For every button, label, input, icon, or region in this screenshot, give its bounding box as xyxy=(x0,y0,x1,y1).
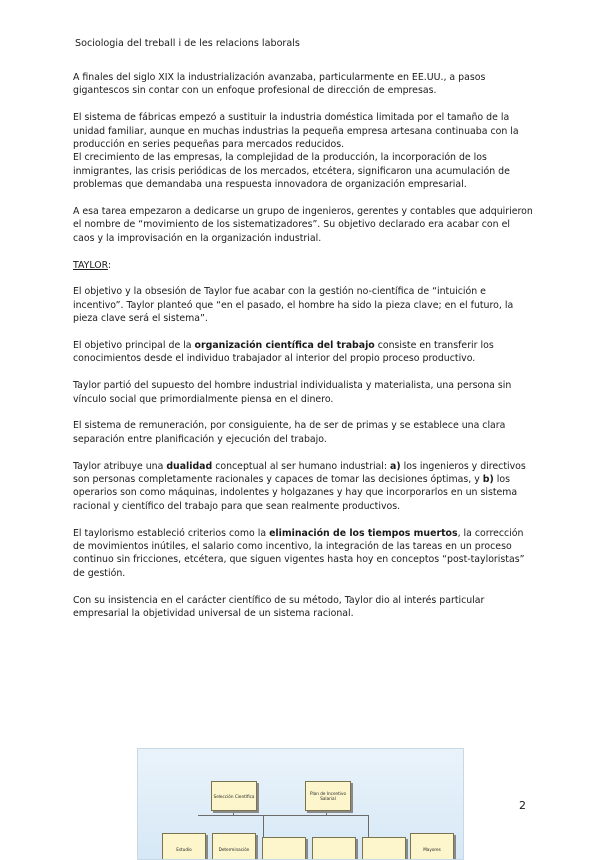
diagram-box-label: Mayores xyxy=(423,846,441,852)
paragraph-crecimiento-empresas: El crecimiento de las empresas, la complejidad de la producción, la incorporación de los inmigrantes, las crisis periódicas de los mercados, etcétera, significaron una acumulación de problemas que demandaba una respuesta innovadora de organización empresarial. xyxy=(73,152,510,191)
paragraph-objetivo-taylor: El objetivo y la obsesión de Taylor fue acabar con la gestión no-científica de “intuición e incentivo”. Taylor planteó que “en el pasado, el hombre ha sido la pieza clave; en el futuro, la pieza clave será el sistema”. xyxy=(73,286,514,325)
text-segment: Taylor atribuye una xyxy=(73,460,167,472)
text-segment: conceptual al ser humano industrial: xyxy=(212,460,391,472)
section-heading-taylor xyxy=(73,259,533,272)
taylor-heading-colon: : xyxy=(107,259,112,271)
text-segment: consiste en transferir los conocimientos desde el individuo trabajador al interior del propio proceso productivo. xyxy=(73,340,494,365)
taylorism-diagram xyxy=(137,748,464,860)
text-segment: , la corrección de movimientos inútiles, el salario como incentivo, la integración de las tareas en un proceso continuo sin fricciones, etcétera, que siguen vigentes hasta hoy en conceptos “post-tayloristas” de gestión. xyxy=(73,527,525,579)
diagram-box-blank xyxy=(362,837,406,860)
bold-term-dualidad: dualidad xyxy=(166,460,213,472)
bold-marker-a: a) xyxy=(390,460,401,472)
text-segment: El taylorismo estableció criterios como la xyxy=(73,527,270,539)
diagram-box-plan xyxy=(305,781,351,811)
connector-line xyxy=(198,815,368,816)
text-segment: El objetivo principal de la xyxy=(73,340,195,352)
paragraph-caracter-cientifico: Con su insistencia en el carácter científico de su método, Taylor dio al interés particular empresarial la objetividad universal de un sistema racional. xyxy=(73,594,485,620)
diagram-box-label: Estudio xyxy=(176,846,192,852)
diagram-box-estudio xyxy=(162,833,206,860)
diagram-box-blank xyxy=(262,837,306,860)
diagram-box-label: Determinación xyxy=(218,846,250,852)
paragraph-sistema-fabricas: El sistema de fábricas empezó a sustituir la industria doméstica limitada por el tamaño de la unidad familiar, aunque en muchas industrias la pequeña empresa artesana continuaba con la producción en series pequeñas para mercados reducidos. xyxy=(73,112,519,151)
text-segment: los ingenieros y directivos son personas completamente racionales y capaces de tomar las decisiones óptimas, y xyxy=(73,460,526,486)
page-header: Sociologia del treball i de les relacions laborals xyxy=(75,38,300,49)
text-segment: los operarios son como máquinas, indolentes y holgazanes y hay que incorporarlos en un sistema racional y científico del trabajo para que sean realmente productivos. xyxy=(73,474,518,512)
page-number: 2 xyxy=(519,799,526,812)
diagram-box-blank xyxy=(312,837,356,860)
paragraph-sistematizadores: A esa tarea empezaron a dedicarse un grupo de ingenieros, gerentes y contables que adquirieron el nombre de “movimiento de los sistematizadores”. Su objetivo declarado era acabar con el caos y la improvisación en la organización industrial. xyxy=(73,206,533,244)
paragraph-dualidad xyxy=(73,460,533,514)
taylor-heading-text: TAYLOR xyxy=(73,259,108,271)
paragraph-hombre-industrial: Taylor partió del supuesto del hombre industrial individualista y materialista, una persona sin vínculo social que primordialmente piensa en el dinero. xyxy=(73,380,512,405)
diagram-box-label: Selección Científica xyxy=(213,793,255,799)
diagram-box-mayores xyxy=(410,833,454,860)
paragraph-taylorismo xyxy=(73,527,533,581)
bold-term-organizacion: organización científica del trabajo xyxy=(194,340,375,352)
diagram-box-determinacion xyxy=(212,833,256,860)
paragraph-industrializacion: A finales del siglo XIX la industrialización avanzaba, particularmente en EE.UU., a pasos gigantescos sin contar con un enfoque profesional de dirección de empresas. xyxy=(73,72,486,97)
diagram-box-label: Plan de Incentivo Salarial xyxy=(309,791,347,801)
bold-marker-b: b) xyxy=(482,474,494,486)
paragraph-organizacion-cientifica xyxy=(73,339,533,366)
paragraph-remuneracion: El sistema de remuneración, por consiguiente, ha de ser de primas y se establece una clara separación entre planificación y ejecución del trabajo. xyxy=(73,420,506,445)
diagram-box-seleccion xyxy=(211,781,257,811)
document-body xyxy=(73,71,533,634)
bold-term-tiempos-muertos: eliminación de los tiempos muertos xyxy=(269,527,458,539)
